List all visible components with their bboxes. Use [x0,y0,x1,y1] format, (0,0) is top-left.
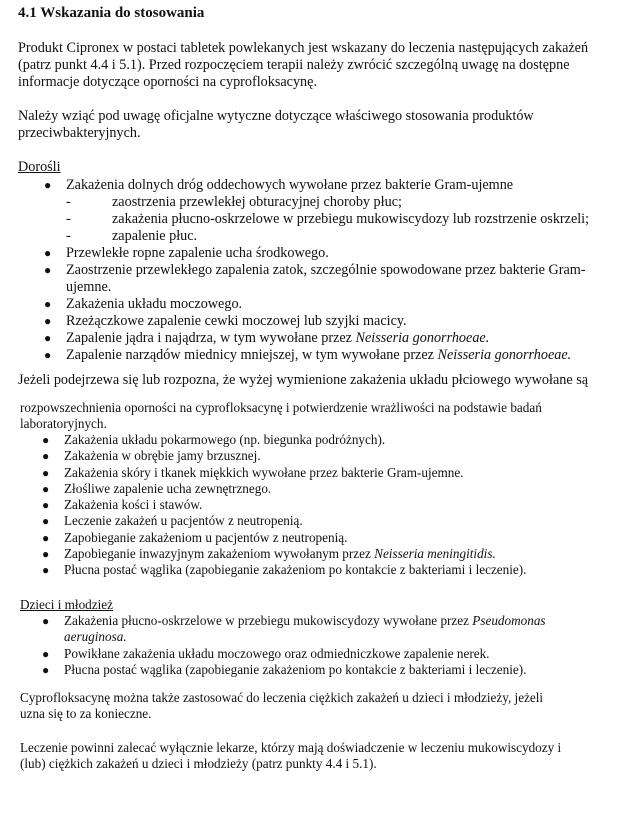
sub-list-item: - zapalenie płuc. [66,228,198,244]
intro-line: informacje dotyczące oporności na cyprofloksacynę. [18,74,317,90]
bullet-icon: ● [42,498,50,513]
list-item: ● Zakażenia w obrębie jamy brzusznej. [42,448,261,464]
treatment-line: Leczenie powinni zalecać wyłącznie lekarze, którzy mają doświadczenie w leczeniu mukowiscydozy i [20,740,562,755]
list-item: ● Płucna postać wąglika (zapobieganie zakażeniom po kontakcie z bakteriami i leczenie). [42,562,527,578]
guidelines-paragraph [18,108,628,142]
list-item: ● Przewlekłe ropne zapalenie ucha środkowego. [44,245,329,261]
intro-paragraph [18,40,628,91]
bullet-icon: ● [42,563,50,578]
bullet-icon: ● [42,514,50,529]
list-item: ● Leczenie zakażeń u pacjentów z neutropenią. [42,513,303,529]
bullet-icon: ● [44,297,52,311]
adults-section-label: Dorośli [18,159,61,175]
sub-list-item: - zakażenia płucno-oskrzelowe w przebiegu mukowiscydozy lub rozstrzenie oskrzeli; [66,211,590,227]
bullet-icon: ● [42,530,50,545]
resistance-paragraph [20,400,630,433]
dash-icon: - [66,228,71,244]
list-item: ● Zakażenia kości i stawów. [42,497,203,513]
list-item: ● Powikłane zakażenia układu moczowego oraz odmiedniczkowe zapalenie nerek. [42,645,490,661]
list-item: ● Zakażenia układu moczowego. [44,296,243,312]
bullet-icon: ● [42,662,50,677]
children-indications-list [42,613,624,678]
list-item: ● Złośliwe zapalenie ucha zewnętrznego. [42,480,272,496]
list-item: ● Zapobieganie zakażeniom u pacjentów z neutropenią. [42,529,348,545]
intro-line: Produkt Cipronex w postaci tabletek powlekanych jest wskazany do leczenia następujących zakażeń [18,40,589,56]
children-section-label: Dzieci i młodzież [20,597,114,612]
bullet-icon: ● [44,331,52,345]
bullet-icon: ● [44,263,52,277]
bullet-icon: ● [42,646,50,661]
adults-indications-list [44,177,626,194]
list-item: ● Zapalenie jądra i najądrza, w tym wywołane przez Neisseria gonorrhoeae. [44,330,490,346]
genital-note: Jeżeli podejrzewa się lub rozpozna, że wyżej wymienione zakażenia układu płciowego wywołane są [18,372,589,388]
list-item: ● Płucna postać wąglika (zapobieganie zakażeniom po kontakcie z bakteriami i leczenie). [42,661,527,677]
bullet-icon: ● [44,348,52,362]
adults-indications-list-2 [42,432,624,579]
bullet-icon: ● [44,314,52,328]
bullet-icon: ● [42,433,50,447]
bullet-icon: ● [44,178,52,192]
adults-indications-list-cont [44,245,626,364]
section-heading: 4.1 Wskazania do stosowania [18,5,205,21]
severe-infections-paragraph [20,690,630,723]
treatment-line: (lub) ciężkich zakażeń u dzieci i młodzieży (patrz punkty 4.4 i 5.1). [20,756,377,772]
bullet-icon: ● [42,465,50,480]
list-item: ● Zakażenia skóry i tkanek miękkich wywołane przez bakterie Gram-ujemne. [42,464,464,480]
list-item: ● Zapobieganie inwazyjnym zakażeniom wywołanym przez Neisseria meningitidis. [42,546,496,562]
adults-sub-list [66,194,622,245]
guidelines-line: przeciwbakteryjnych. [18,125,141,141]
intro-line: (patrz punkt 4.4 i 5.1). Przed rozpoczęciem terapii należy zwrócić szczególną uwagę na dostępne [18,57,570,73]
list-item-continuation: ujemne. [66,279,112,295]
dash-icon: - [66,194,71,210]
bullet-icon: ● [42,449,50,464]
severe-line: Cyprofloksacynę można także zastosować do leczenia ciężkich zakażeń u dzieci i młodzieży, jeżeli [20,690,544,705]
list-item: ● Zakażenia dolnych dróg oddechowych wywołane przez bakterie Gram-ujemne [44,177,514,193]
list-item: ● Zapalenie narządów miednicy mniejszej, w tym wywołane przez Neisseria gonorrhoeae. [44,347,572,363]
bullet-icon: ● [42,614,50,628]
list-item: ● Zakażenia płucno-oskrzelowe w przebiegu mukowiscydozy wywołane przez Pseudomonas [42,613,546,628]
bullet-icon: ● [42,547,50,562]
bullet-icon: ● [42,481,50,496]
list-item-continuation: aeruginosa. [64,629,127,645]
sub-list-item: - zaostrzenia przewlekłej obturacyjnej choroby płuc; [66,194,402,210]
severe-line: uzna się to za konieczne. [20,706,152,722]
resistance-line: rozpowszechnienia oporności na cyprofloksacynę i potwierdzenie wrażliwości na podstawie badań [20,400,542,415]
resistance-line: laboratoryjnych. [20,416,107,432]
list-item: ● Rzeżączkowe zapalenie cewki moczowej lub szyjki macicy. [44,313,407,329]
dash-icon: - [66,211,71,227]
bullet-icon: ● [44,246,52,260]
treatment-paragraph [20,740,630,773]
list-item: ● Zakażenia układu pokarmowego (np. biegunka podróżnych). [42,432,386,447]
list-item: ● Zaostrzenie przewlekłego zapalenia zatok, szczególnie spowodowane przez bakterie Gram- [44,262,586,278]
guidelines-line: Należy wziąć pod uwagę oficjalne wytyczne dotyczące właściwego stosowania produktów [18,108,534,124]
